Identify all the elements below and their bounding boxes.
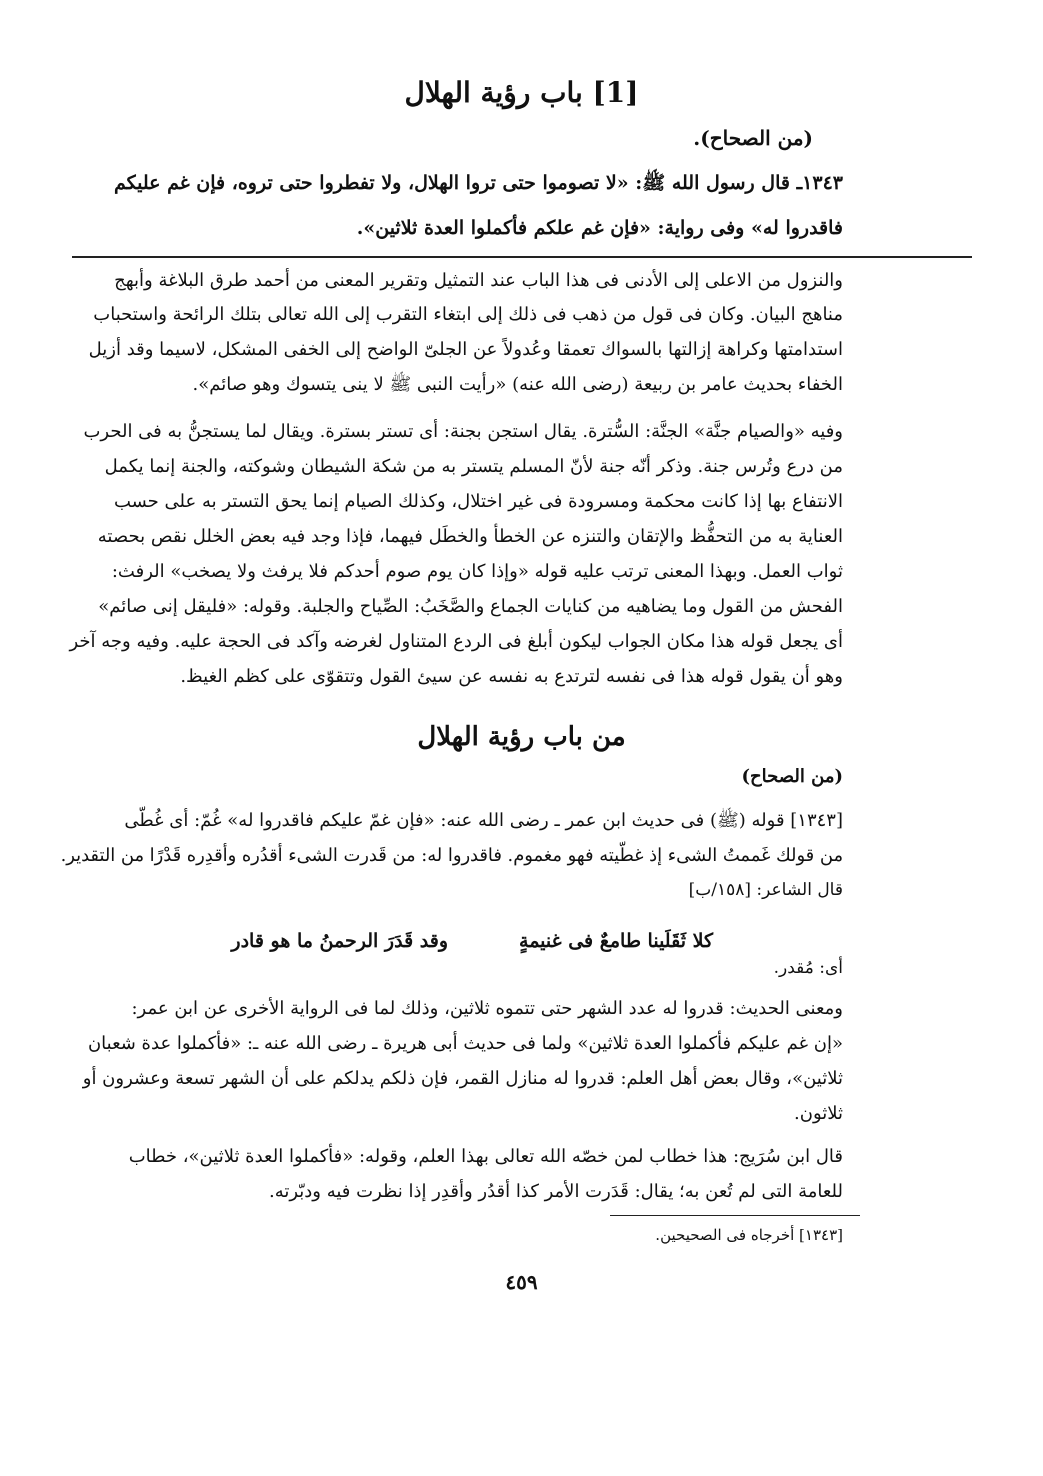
hadith-line-1: ١٣٤٣ـ قال رسول الله ﷺ: «لا تصوموا حتى تروا الهلال، ولا تفطروا حتى تروه، فإن غم عليكم — [113, 172, 843, 194]
commentary-line: أى يجعل قوله هذا مكان الجواب ليكون أبلغ فى الردع المتناول لغرضه وآكد فى الحجة عليه. وفيه وجه آخر — [69, 631, 843, 652]
section-heading: من باب رؤية الهلال — [417, 722, 626, 752]
matn-divider — [72, 256, 972, 258]
source-label: (من الصحاح). — [693, 126, 813, 150]
commentary-line: مناهج البيان. وكان فى قول من ذهب فى ذلك إلى ابتغاء التقرب إلى الله تعالى بتلك الرائحة واستحباب — [93, 304, 843, 325]
commentary-line: ثواب العمل. وبهذا المعنى ترتب عليه قوله «وإذا كان يوم صوم أحدكم فلا يرفث ولا يصخب» الرفث: — [111, 561, 843, 582]
commentary-line: وفيه «والصيام جنَّة» الجنَّة: السُّترة. يقال استجن بجنة: أى تستر بسترة. ويقال لما يستجنُّ به فى الحرب — [83, 421, 843, 442]
footnote: [١٣٤٣] أخرجاه فى الصحيحين. — [655, 1226, 843, 1244]
commentary-line: والنزول من الاعلى إلى الأدنى فى هذا الباب عند التمثيل وتقرير المعنى من أحمد طرق البلاغة وأبهج — [114, 270, 843, 291]
commentary-line: الفحش من القول وما يضاهيه من كنايات الجماع والصَّخَبُ: الصِّياح والجلبة. وقوله: «فليقل إنى صائم» — [98, 596, 843, 617]
section-line: من قولك غَممتُ الشىء إذ غطّيته فهو مغموم. فاقدروا له: من قَدرت الشىء أقدُره وأقدِره قَدْرًا من التقدير. — [60, 845, 843, 866]
commentary-line: استدامتها وكراهة إزالتها بالسواك تعمقا وعُدولاً عن الجلىّ الواضح إلى الخفى المشكل، لاسيما وقد أزيل — [88, 339, 843, 360]
poem-hemistich-right: كلا ثَقَلَينا طامعٌ فى غنيمةٍ — [519, 930, 713, 952]
commentary-line: من درع وتُرس جنة. وذكر أنّه جنة لأنّ المسلم يتستر به من شكة الشيطان وشوكته، والجنة إنما يكمل — [104, 456, 843, 477]
hadith-line-2: فاقدروا له» وفى رواية: «فإن غم علكم فأكملوا العدة ثلاثين». — [356, 217, 843, 239]
section-line: ومعنى الحديث: قدروا له عدد الشهر حتى تتموه ثلاثين، وذلك لما فى الرواية الأخرى عن ابن عمر: — [131, 998, 843, 1019]
section-source-label: (من الصحاح) — [741, 766, 843, 787]
page-number: ٤٥٩ — [505, 1270, 538, 1294]
section-line: «إن غم عليكم فأكملوا العدة ثلاثين» ولما فى حديث أبى هريرة ـ رضى الله عنه ـ: «فأكملوا عدة شعبان — [87, 1033, 843, 1054]
section-line: ثلاثين»، وقال بعض أهل العلم: قدروا له منازل القمر، فإن ذلكم يدلكم على أن الشهر تسعة وعشرون أو — [82, 1068, 843, 1089]
poem-hemistich-left: وقد قَدَرَ الرحمنُ ما هو قادر — [231, 930, 448, 952]
commentary-line: العناية به من التحفُّظ والإتقان والتنزه عن الخطأ والخطَل فيهما، فإذا وجد فيه بعض الخلل نقص بحصته — [97, 526, 843, 547]
commentary-line: الانتفاع بها إذا كانت محكمة ومسرودة فى غير اختلال، وكذلك الصيام إنما يحق التستر به على حسب — [113, 491, 843, 512]
commentary-line: وهو أن يقول قوله هذا فى نفسه لترتدع به نفسه عن سيئ القول وتتقوّى على كظم الغيظ. — [180, 666, 843, 687]
commentary-line: الخفاء بحديث عامر بن ربيعة (رضى الله عنه) «رأيت النبى ﷺ لا ينى يتسوك وهو صائم». — [192, 374, 843, 395]
poet-attribution: قال الشاعر: [١٥٨/ب] — [688, 880, 843, 900]
section-line: للعامة التى لم تُعن به؛ يقال: قَدَرت الأمر كذا أقدُر وأقدِر إذا نظرت فيه ودبّرته. — [268, 1181, 843, 1202]
footnote-divider — [610, 1215, 860, 1216]
section-line: [١٣٤٣] قوله (ﷺ) فى حديث ابن عمر ـ رضى الله عنه: «فإن غمّ عليكم فاقدروا له» غُمّ: أى غُطّى — [124, 810, 843, 831]
chapter-heading: [1] باب رؤية الهلال — [404, 76, 639, 109]
section-line: قال ابن سُرَيج: هذا خطاب لمن خصّه الله تعالى بهذا العلم، وقوله: «فأكملوا العدة ثلاثين»، خطاب — [128, 1146, 843, 1167]
poem-gloss: أى: مُقدر. — [773, 958, 843, 978]
section-line: ثلاثون. — [794, 1103, 843, 1124]
